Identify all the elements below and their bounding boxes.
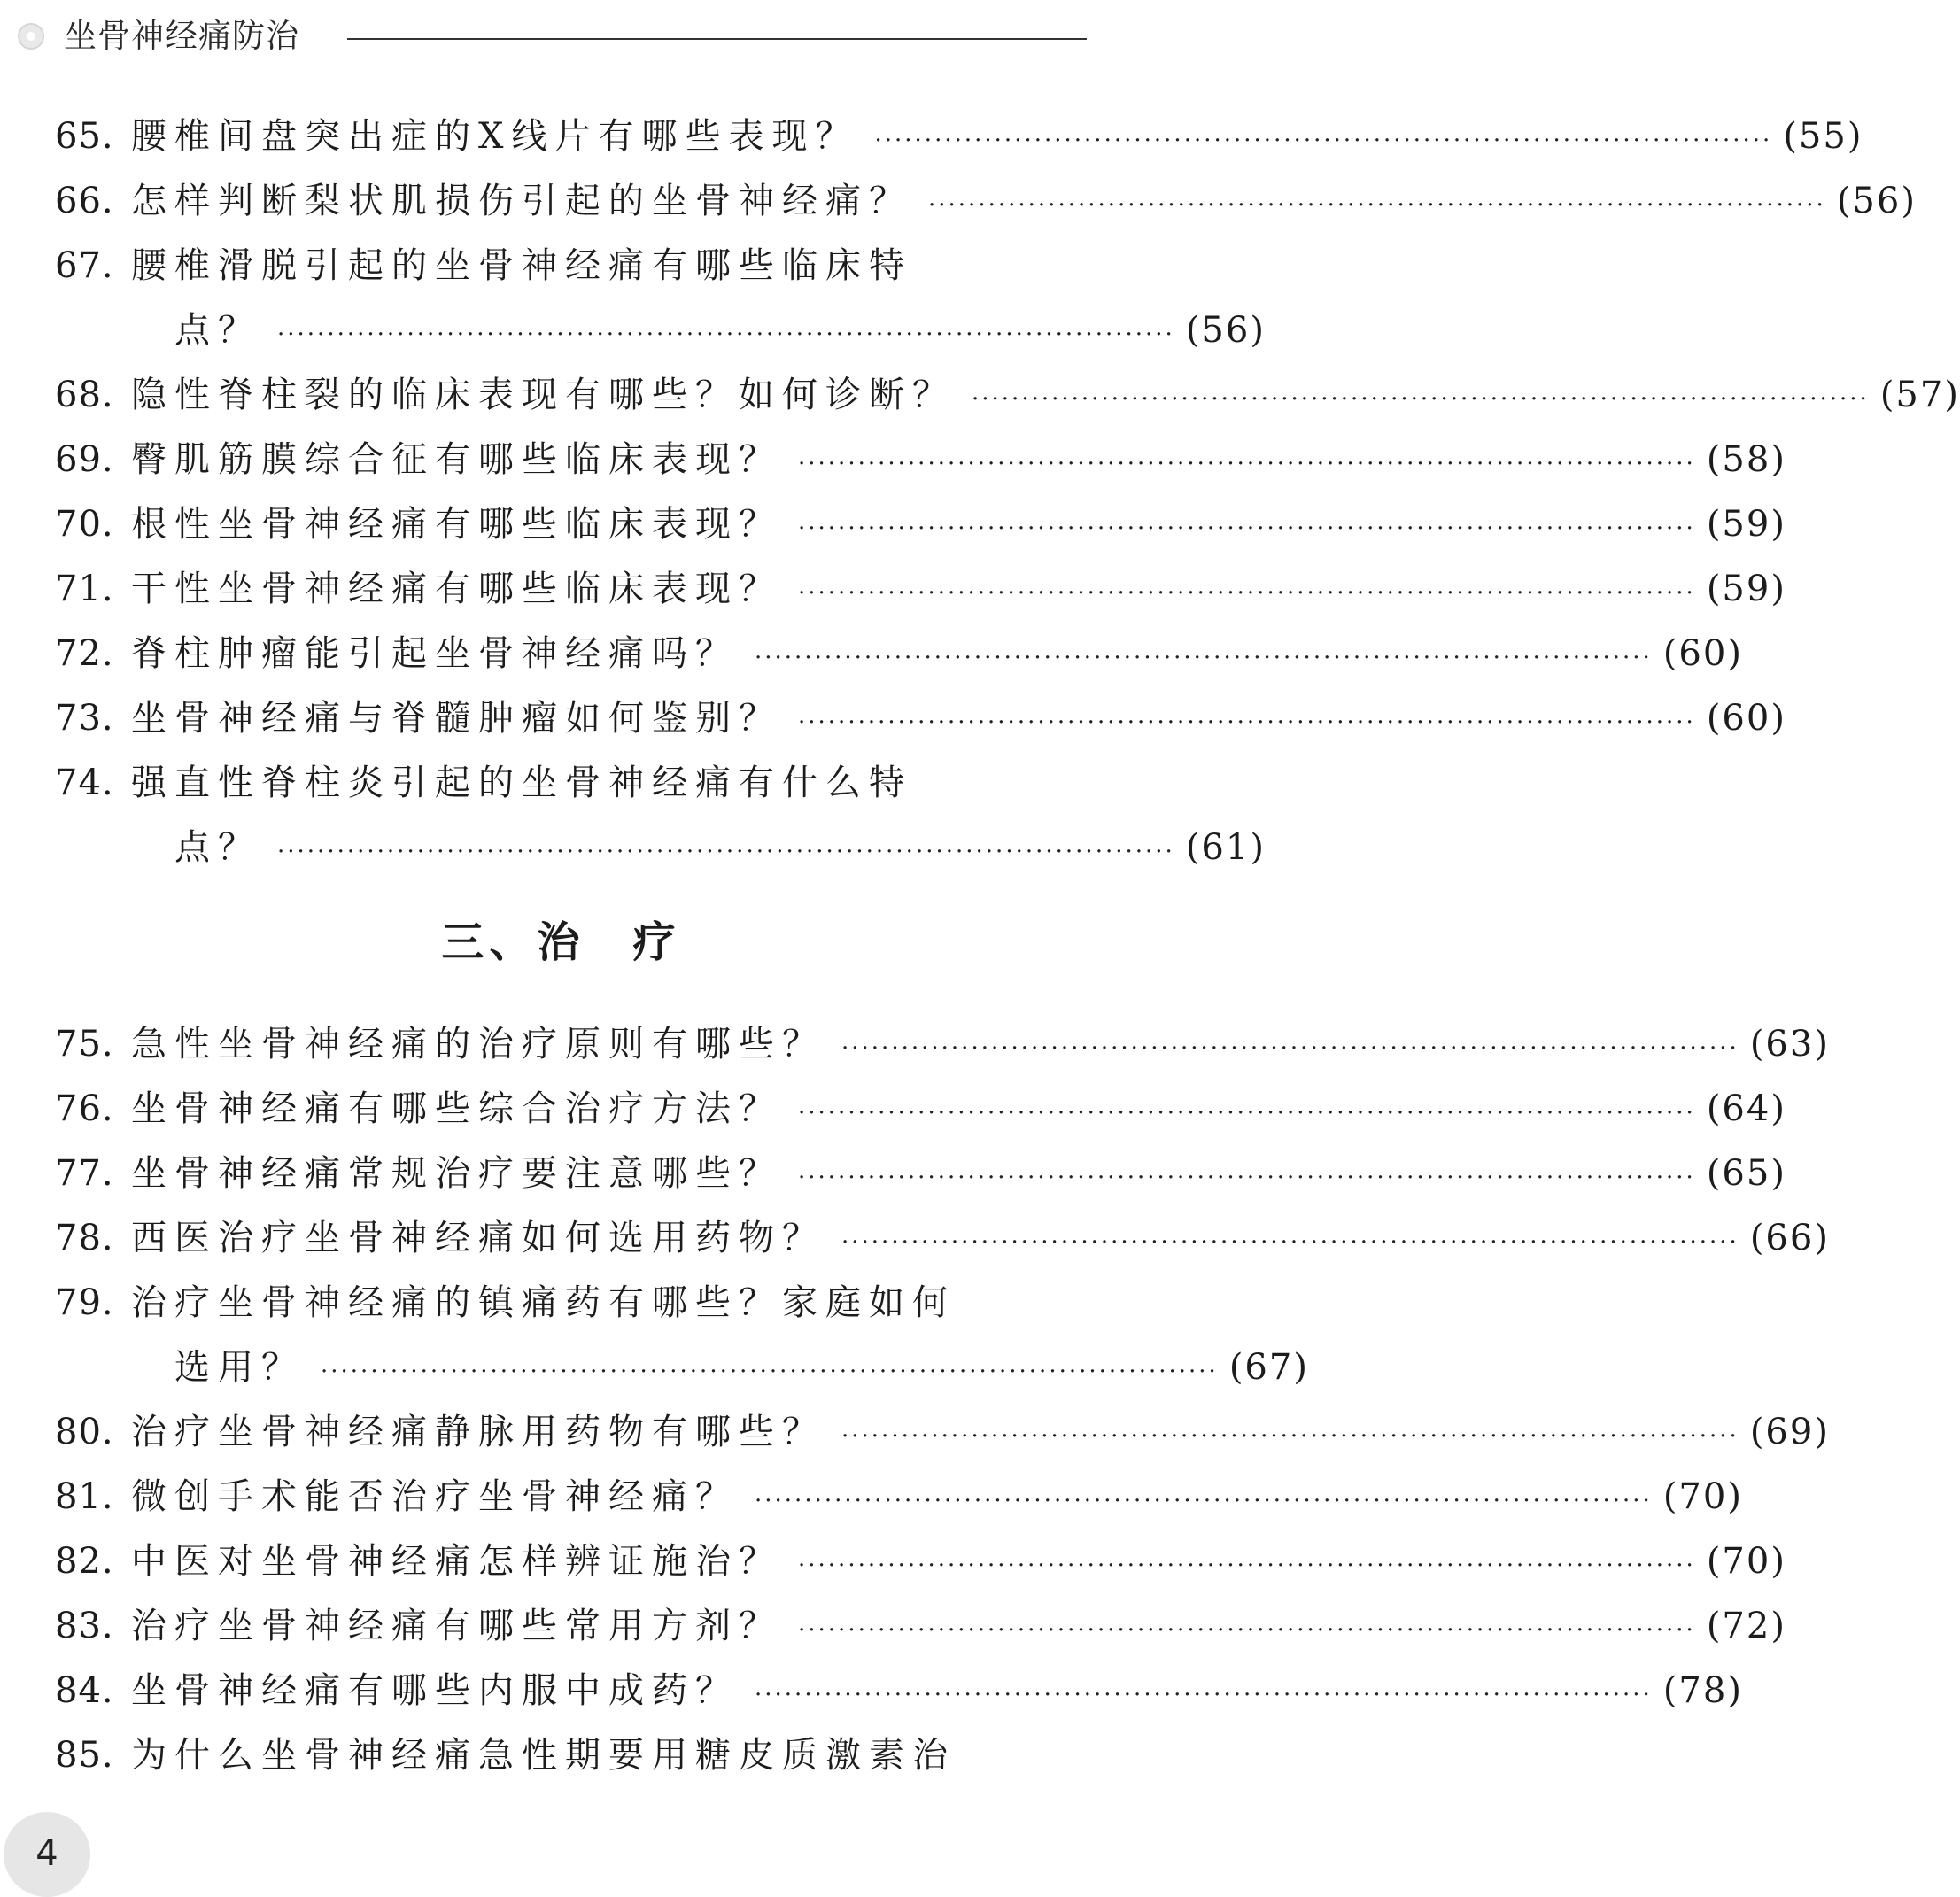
entry-number: 68. [55, 375, 114, 415]
toc-entry-line [55, 557, 1786, 622]
toc-entry[interactable] [55, 1206, 1830, 1271]
entry-number: 72. [55, 633, 114, 674]
entry-title: 选用？ [174, 1347, 305, 1388]
entry-number: 67. [55, 245, 114, 286]
toc-entry-line [55, 1723, 1088, 1788]
toc-entry[interactable] [55, 1077, 1786, 1142]
entry-title: 坐骨神经痛有哪些内服中成药？ [131, 1670, 739, 1711]
leader-dots: ·························································································· [841, 1035, 1739, 1062]
entry-number: 76. [55, 1088, 114, 1129]
entry-number: 80. [55, 1412, 114, 1452]
entry-page-number: (59) [1706, 569, 1786, 609]
entry-page-number: (61) [1185, 827, 1266, 868]
toc-entry-line [55, 686, 1786, 751]
entry-title: 怎样判断梨状肌损伤引起的坐骨神经痛？ [131, 181, 912, 221]
leader-dots: ·························································································· [798, 515, 1696, 542]
entry-title: 中医对坐骨神经痛怎样辨证施治？ [131, 1541, 782, 1582]
entry-title: 微创手术能否治疗坐骨神经痛？ [131, 1476, 739, 1517]
toc-entry[interactable] [55, 169, 1917, 234]
entry-title: 腰椎滑脱引起的坐骨神经痛有哪些临床特 [131, 245, 912, 286]
entry-title: 隐性脊柱裂的临床表现有哪些？如何诊断？ [131, 375, 956, 415]
entry-title: 臀肌筋膜综合征有哪些临床表现？ [131, 439, 782, 480]
entry-title: 坐骨神经痛有哪些综合治疗方法？ [131, 1088, 782, 1129]
leader-dots: ·························································································· [798, 1617, 1696, 1644]
leader-dots: ·························································································· [755, 645, 1653, 671]
entry-title: 脊柱肿瘤能引起坐骨神经痛吗？ [131, 633, 739, 674]
toc-entry[interactable] [55, 1529, 1786, 1594]
entry-title: 为什么坐骨神经痛急性期要用糖皮质激素治 [131, 1735, 956, 1776]
entry-page-number: (66) [1749, 1218, 1830, 1258]
toc-entry[interactable] [55, 1594, 1786, 1659]
section-title: 三、治 疗 [441, 918, 681, 967]
leader-dots: ·························································································· [874, 128, 1773, 154]
toc-entry[interactable] [55, 428, 1786, 492]
leader-dots: ·························································································· [798, 1100, 1696, 1127]
header-circle-icon [18, 23, 44, 50]
toc-entry-line [55, 622, 1743, 686]
entry-title: 点？ [174, 310, 261, 351]
toc-list-diagnosis [55, 105, 1960, 880]
toc-entry[interactable] [55, 1271, 1309, 1400]
header-rule [347, 38, 1087, 40]
leader-dots: ·························································································· [798, 1165, 1696, 1191]
entry-page-number: (56) [1185, 310, 1266, 351]
entry-page-number: (58) [1706, 439, 1786, 480]
leader-dots: ·························································································· [798, 1552, 1696, 1579]
book-title: 坐骨神经痛防治 [64, 17, 299, 55]
entry-title: 坐骨神经痛与脊髓肿瘤如何鉴别？ [131, 698, 782, 739]
entry-number: 69. [55, 439, 114, 480]
toc-entry-line [55, 492, 1786, 557]
toc-entry[interactable] [55, 1659, 1743, 1723]
entry-page-number: (70) [1706, 1541, 1786, 1582]
toc-entry-line [55, 1012, 1830, 1077]
entry-number: 70. [55, 504, 114, 545]
entry-title: 干性坐骨神经痛有哪些临床表现？ [131, 569, 782, 609]
entry-page-number: (67) [1228, 1347, 1309, 1388]
toc-entry[interactable] [55, 557, 1786, 622]
entry-page-number: (78) [1662, 1670, 1743, 1711]
page-number-badge [4, 1812, 90, 1897]
leader-dots: ·························································································· [928, 192, 1826, 219]
entry-page-number: (64) [1706, 1088, 1786, 1129]
entry-number: 71. [55, 569, 114, 609]
toc-entry-line [55, 169, 1917, 234]
leader-dots: ·························································································· [798, 709, 1696, 736]
entry-page-number: (63) [1749, 1024, 1830, 1065]
toc-entry-line [55, 234, 1088, 298]
entry-number: 79. [55, 1282, 114, 1323]
entry-page-number: (55) [1783, 116, 1863, 157]
entry-number: 82. [55, 1541, 114, 1582]
toc-entry[interactable] [55, 686, 1786, 751]
toc-entry-line [55, 1271, 1088, 1336]
toc-entry-line [55, 1336, 1309, 1400]
entry-number: 66. [55, 181, 114, 221]
entry-title: 急性坐骨神经痛的治疗原则有哪些？ [131, 1024, 825, 1065]
toc-entry[interactable] [55, 1012, 1830, 1077]
entry-page-number: (57) [1879, 375, 1960, 415]
toc-list-treatment [55, 1012, 1830, 1788]
leader-dots: ·························································································· [755, 1682, 1653, 1708]
entry-number: 75. [55, 1024, 114, 1065]
toc-entry[interactable] [55, 622, 1743, 686]
toc-entry-line [55, 751, 1088, 816]
entry-title: 治疗坐骨神经痛有哪些常用方剂？ [131, 1606, 782, 1646]
entry-number: 85. [55, 1735, 114, 1776]
toc-entry[interactable] [55, 1142, 1786, 1206]
toc-entry[interactable] [55, 105, 1863, 169]
entry-title: 腰椎间盘突出症的X线片有哪些表现？ [131, 116, 859, 157]
entry-number: 74. [55, 763, 114, 803]
leader-dots: ·························································································· [841, 1229, 1739, 1256]
entry-number: 77. [55, 1153, 114, 1194]
leader-dots: ·························································································· [277, 321, 1175, 348]
toc-entry-line [55, 428, 1786, 492]
entry-title: 点？ [174, 827, 261, 868]
toc-entry[interactable] [55, 1465, 1743, 1529]
entry-page-number: (69) [1749, 1412, 1830, 1452]
entry-title: 西医治疗坐骨神经痛如何选用药物？ [131, 1218, 825, 1258]
toc-entry-line [55, 1206, 1830, 1271]
entry-number: 73. [55, 698, 114, 739]
entry-number: 81. [55, 1476, 114, 1517]
entry-number: 65. [55, 116, 114, 157]
entry-title: 强直性脊柱炎引起的坐骨神经痛有什么特 [131, 763, 912, 803]
toc-entry-line [55, 1594, 1786, 1659]
toc-entry-line [55, 1142, 1786, 1206]
entry-number: 83. [55, 1606, 114, 1646]
leader-dots: ·························································································· [755, 1488, 1653, 1514]
toc-entry-line [55, 816, 1266, 880]
entry-page-number: (60) [1662, 633, 1743, 674]
entry-number: 84. [55, 1670, 114, 1711]
leader-dots: ·························································································· [972, 386, 1870, 413]
entry-title: 根性坐骨神经痛有哪些临床表现？ [131, 504, 782, 545]
toc-entry[interactable] [55, 234, 1266, 363]
toc-entry[interactable] [55, 1723, 1088, 1788]
entry-page-number: (56) [1836, 181, 1917, 221]
entry-page-number: (70) [1662, 1476, 1743, 1517]
entry-title: 治疗坐骨神经痛静脉用药物有哪些？ [131, 1412, 825, 1452]
entry-page-number: (65) [1706, 1153, 1786, 1194]
toc-entry-line [55, 1077, 1786, 1142]
entry-title: 治疗坐骨神经痛的镇痛药有哪些？家庭如何 [131, 1282, 956, 1323]
leader-dots: ·························································································· [841, 1423, 1739, 1450]
entry-title: 坐骨神经痛常规治疗要注意哪些？ [131, 1153, 782, 1194]
toc-entry-line [55, 363, 1960, 428]
toc-entry-line [55, 298, 1266, 363]
entry-page-number: (72) [1706, 1606, 1786, 1646]
toc-entry-line [55, 1465, 1743, 1529]
toc-entry-line [55, 105, 1863, 169]
leader-dots: ·························································································· [798, 580, 1696, 607]
leader-dots: ·························································································· [321, 1359, 1219, 1385]
toc-entry[interactable] [55, 363, 1960, 428]
toc-entry-line [55, 1400, 1830, 1465]
entry-number: 78. [55, 1218, 114, 1258]
leader-dots: ·························································································· [277, 839, 1175, 865]
toc-entry-line [55, 1529, 1786, 1594]
toc-entry[interactable] [55, 492, 1786, 557]
running-header [0, 0, 1122, 81]
page-number: 4 [35, 1833, 58, 1874]
toc-entry[interactable] [55, 751, 1266, 880]
entry-page-number: (59) [1706, 504, 1786, 545]
entry-page-number: (60) [1706, 698, 1786, 739]
toc-entry[interactable] [55, 1400, 1830, 1465]
leader-dots: ·························································································· [798, 451, 1696, 477]
toc-entry-line [55, 1659, 1743, 1723]
